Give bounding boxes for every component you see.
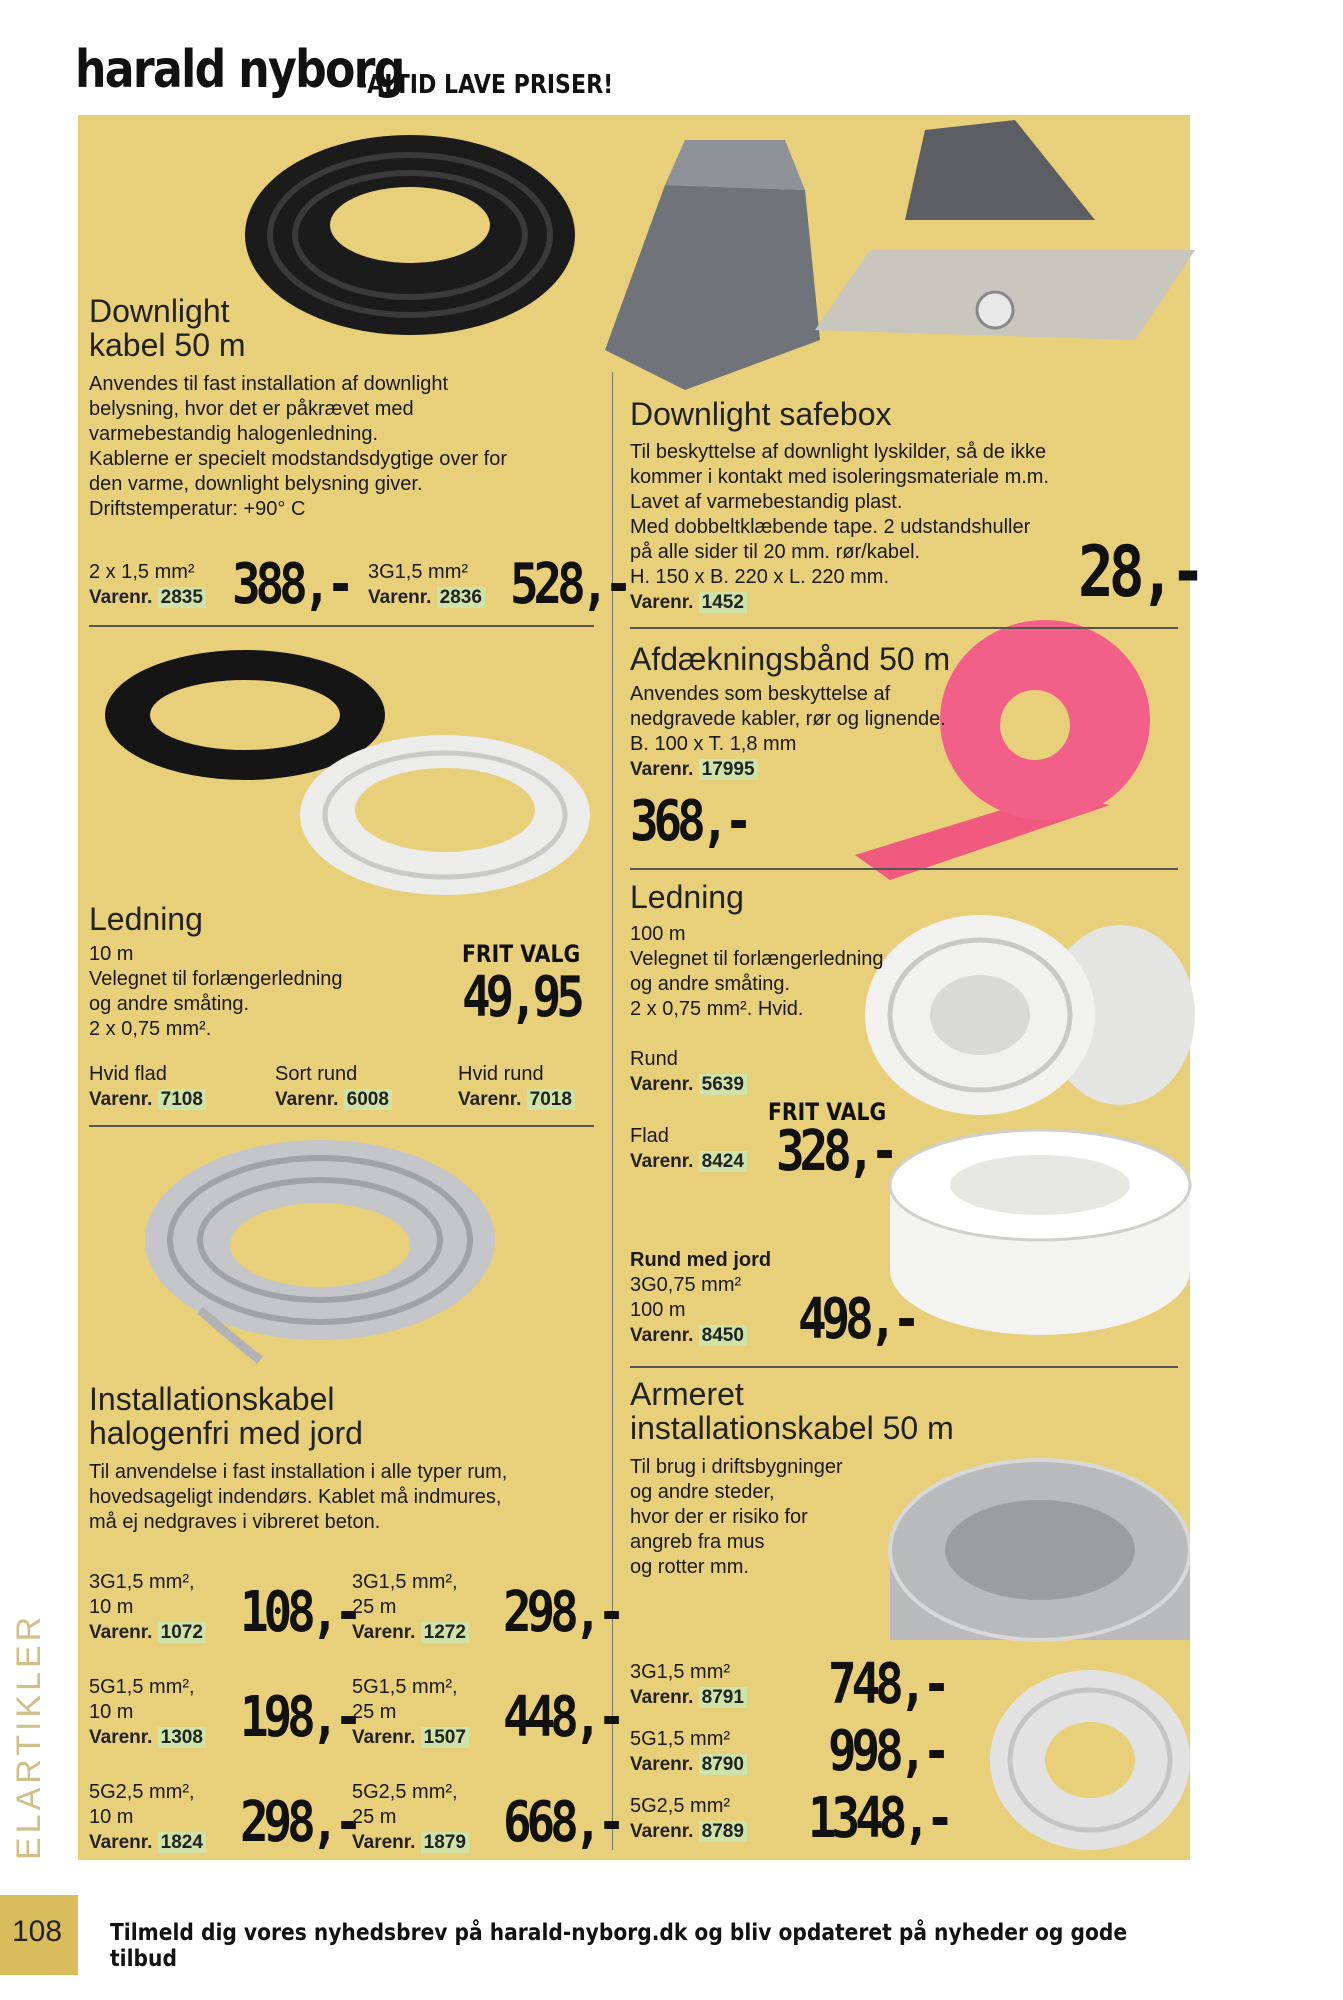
downlight-kabel-price-1: 388,- [232, 552, 350, 617]
brand-tagline: -ALTID LAVE PRISER! [358, 70, 614, 100]
ledning-10-variant-sort-rund: Sort rund Varenr. 6008 [275, 1062, 392, 1112]
installation-row-1b: 3G1,5 mm², 25 m Varenr. 1272 [352, 1570, 469, 1645]
ledning-100-description: 100 m Velegnet til forlængerledning og andre småting. 2 x 0,75 mm². Hvid. [630, 923, 884, 1020]
installation-price-3b: 668,- [503, 1790, 621, 1855]
downlight-kabel-variant-1: 2 x 1,5 mm² Varenr. 2835 [89, 560, 206, 610]
ledning-100-price: 328,- [776, 1119, 894, 1184]
afdaekning-description: Anvendes som beskyttelse af nedgravede kabler, rør og lignende. B. 100 x T. 1,8 mm Varenr. 17995 [630, 683, 946, 780]
installation-price-1a: 108,- [240, 1580, 358, 1645]
afdaekning-title: Afdækningsbånd 50 m [630, 641, 951, 677]
safebox-price: 28,- [1078, 531, 1201, 613]
ledning-10-variant-hvid-rund: Hvid rund Varenr. 7018 [458, 1062, 575, 1112]
installation-price-3a: 298,- [240, 1790, 358, 1855]
page-number: 108 [12, 1915, 63, 1948]
installation-price-2a: 198,- [240, 1685, 358, 1750]
downlight-kabel-price-2: 528,- [510, 552, 628, 617]
ledning-10-title: Ledning [89, 901, 203, 937]
ledning-10-price: 49,95 [462, 965, 580, 1030]
armeret-price-2: 998,- [828, 1719, 946, 1784]
downlight-kabel-variant-2: 3G1,5 mm² Varenr. 2836 [368, 560, 485, 610]
downlight-kabel-title: Downlight kabel 50 m [89, 293, 246, 363]
ledning-100-variant-rund: Rund Varenr. 5639 [630, 1047, 747, 1097]
afdaekning-price: 368,- [630, 789, 748, 854]
installation-row-1a: 3G1,5 mm², 10 m Varenr. 1072 [89, 1570, 206, 1645]
installation-row-3a: 5G2,5 mm², 10 m Varenr. 1824 [89, 1780, 206, 1855]
grey-cable-coil-image [140, 1130, 510, 1370]
armeret-price-3: 1348,- [808, 1786, 950, 1851]
armeret-description: Til brug i driftsbygninger og andre steder, hvor der er risiko for angreb fra mus og rotter mm. [630, 1456, 843, 1578]
safebox-description: Til beskyttelse af downlight lyskilder, så de ikke kommer i kontakt med isoleringsmateriale m.m. Lavet af varmebestandig plast. Med dobbeltklæbende tape. 2 udstandshuller på alle sider til 20 mm. rør/kabel. H. 150 x B. 220 x L. 220 mm. Varenr. 1452 [630, 441, 1050, 613]
ledning-100-frit-valg: FRIT VALG [768, 1098, 887, 1126]
ledning-10-variant-hvid-flad: Hvid flad Varenr. 7108 [89, 1062, 206, 1112]
brand-logo: harald nyborg [75, 40, 404, 100]
ledning-100-title: Ledning [630, 879, 744, 915]
armeret-price-1: 748,- [828, 1652, 946, 1717]
section-divider [630, 868, 1178, 870]
section-divider [630, 627, 1178, 629]
ledning-coils-image [95, 640, 595, 910]
ledning-100-rund-med-jord: Rund med jord 3G0,75 mm² 100 m Varenr. 8450 [630, 1249, 772, 1346]
ledning-100-jord-price: 498,- [798, 1287, 916, 1352]
installation-row-3b: 5G2,5 mm², 25 m Varenr. 1879 [352, 1780, 469, 1855]
installation-price-2b: 448,- [503, 1685, 621, 1750]
section-divider [89, 1125, 594, 1127]
armeret-title: Armeret installationskabel 50 m [630, 1376, 954, 1446]
armeret-row-2: 5G1,5 mm² Varenr. 8790 [630, 1727, 747, 1777]
safebox-title: Downlight safebox [630, 396, 892, 432]
section-divider [630, 1366, 1178, 1368]
newsletter-footer: Tilmeld dig vores nyhedsbrev på harald-nyborg.dk og bliv opdateret på nyheder og gode tilbud [110, 1920, 1128, 1972]
black-cable-coil-image [240, 125, 580, 345]
installation-title: Installationskabel halogenfri med jord [89, 1381, 363, 1451]
downlight-kabel-description: Anvendes til fast installation af downlight belysning, hvor det er påkrævet med varmebestandig halogenledning. Kablerne er specielt modstandsdygtige over for den varme, downlight belysning giver. Driftstemperatur: +90° C [89, 373, 508, 520]
installation-row-2a: 5G1,5 mm², 10 m Varenr. 1308 [89, 1675, 206, 1750]
armeret-row-1: 3G1,5 mm² Varenr. 8791 [630, 1660, 747, 1710]
safebox-image [575, 110, 1200, 390]
installation-description: Til anvendelse i fast installation i alle typer rum, hovedsageligt indendørs. Kablet må indmures, må ej nedgraves i vibreret beton. [89, 1461, 508, 1533]
ledning-10-description: 10 m Velegnet til forlængerledning og andre småting. 2 x 0,75 mm². [89, 943, 343, 1040]
ledning-10-frit-valg: FRIT VALG [462, 940, 581, 968]
installation-row-2b: 5G1,5 mm², 25 m Varenr. 1507 [352, 1675, 469, 1750]
ledning-100-variant-flad: Flad Varenr. 8424 [630, 1124, 747, 1174]
category-side-tab: ELARTIKLER [10, 1612, 48, 1860]
installation-price-1b: 298,- [503, 1580, 621, 1645]
armeret-row-3: 5G2,5 mm² Varenr. 8789 [630, 1794, 747, 1844]
section-divider [89, 625, 594, 627]
